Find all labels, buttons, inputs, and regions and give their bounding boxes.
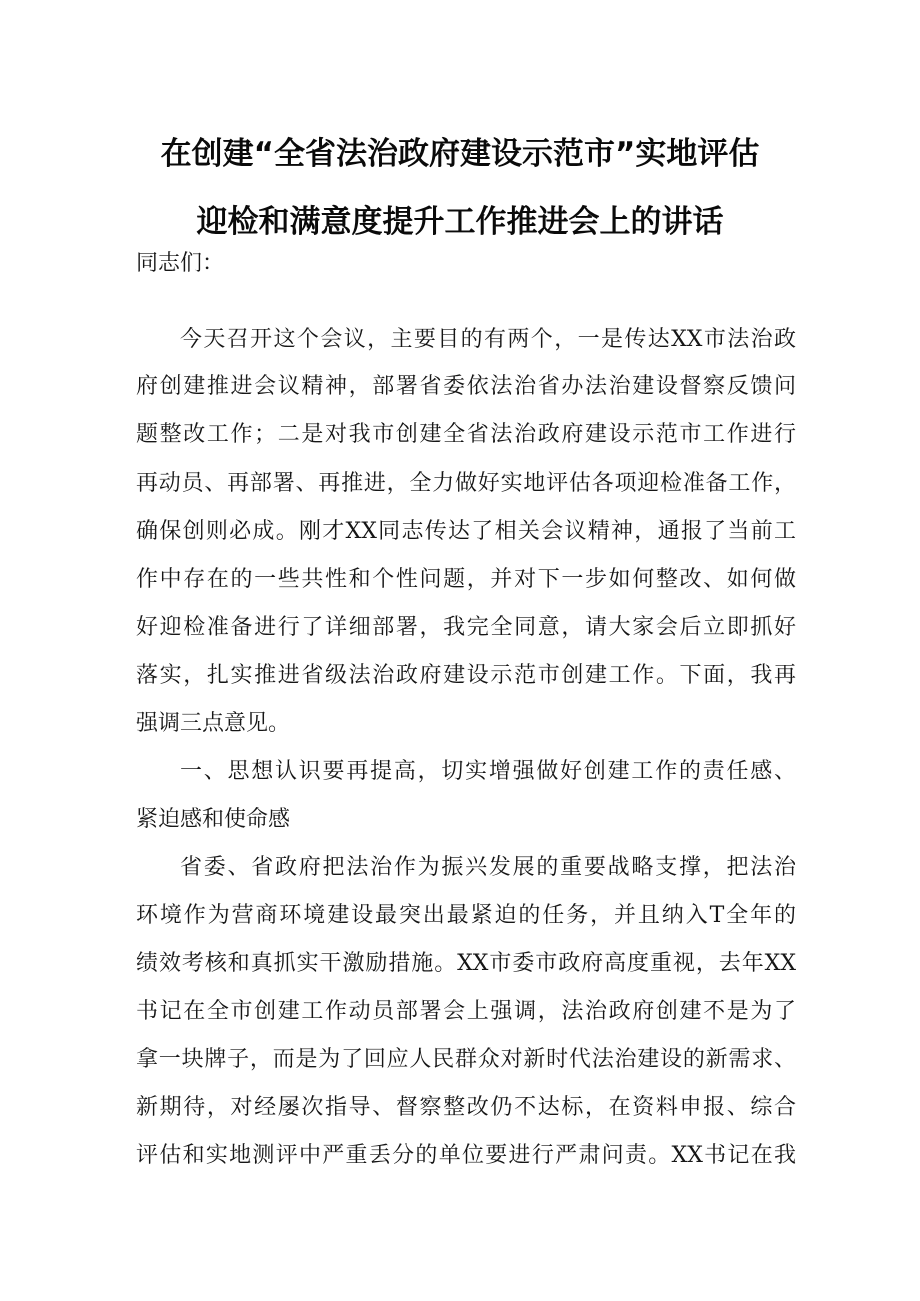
paragraph-1-line-9: 强调三点意见。 — [136, 711, 291, 736]
paragraph-1-line-6: 作中存在的一些共性和个性问题，并对下一步如何整改、如何做 — [136, 567, 796, 592]
paragraph-1-line-7: 好迎检准备进行了详细部署，我完全同意，请大家会后立即抓好 — [136, 615, 796, 640]
paragraph-2-line-1: 省委、省政府把法治作为振兴发展的重要战略支撑，把法治 — [180, 855, 796, 880]
paragraph-2-line-5: 拿一块牌子，而是为了回应人民群众对新时代法治建设的新需求、 — [136, 1047, 796, 1072]
section-heading-1-line-2: 紧迫感和使命感 — [136, 807, 291, 832]
paragraph-2-line-4: 书记在全市创建工作动员部署会上强调，法治政府创建不是为了 — [136, 999, 796, 1024]
section-heading-1-line-1: 一、思想认识要再提高，切实增强做好创建工作的责任感、 — [180, 759, 796, 784]
salutation: 同志们： — [136, 251, 225, 276]
paragraph-1-line-4: 再动员、再部署、再推进，全力做好实地评估各项迎检准备工作， — [136, 471, 796, 496]
paragraph-1-line-5: 确保创则必成。刚才XX同志传达了相关会议精神，通报了当前工 — [136, 519, 796, 544]
paragraph-2-line-2: 环境作为营商环境建设最突出最紧迫的任务，并且纳入T全年的 — [136, 903, 796, 928]
paragraph-1-line-3: 题整改工作；二是对我市创建全省法治政府建设示范市工作进行 — [136, 422, 796, 447]
paragraph-2-line-6: 新期待，对经屡次指导、督察整改仍不达标，在资料申报、综合 — [136, 1095, 796, 1120]
document-title-line-1: 在创建“全省法治政府建设示范市”实地评估 — [160, 136, 760, 172]
paragraph-1-line-8: 落实，扎实推进省级法治政府建设示范市创建工作。下面，我再 — [136, 663, 796, 688]
paragraph-1-line-2: 府创建推进会议精神，部署省委依法治省办法治建设督察反馈问 — [136, 374, 796, 399]
paragraph-2-line-7: 评估和实地测评中严重丢分的单位要进行严肃问责。XX书记在我 — [136, 1143, 796, 1168]
paragraph-2-line-3: 绩效考核和真抓实干激励措施。XX市委市政府高度重视，去年XX — [136, 951, 796, 976]
paragraph-1-line-1: 今天召开这个会议，主要目的有两个，一是传达XX市法治政 — [180, 327, 796, 352]
document-title-line-2: 迎检和满意度提升工作推进会上的讲话 — [196, 204, 724, 240]
